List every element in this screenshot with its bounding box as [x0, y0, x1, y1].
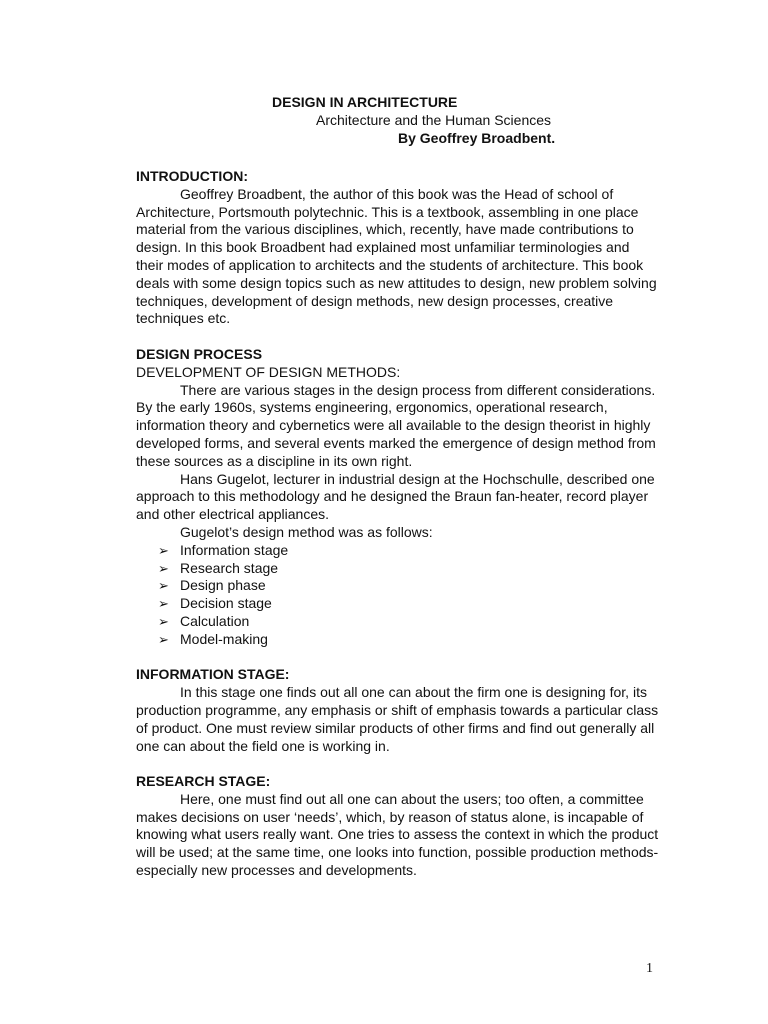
gugelot-paragraph: Hans Gugelot, lecturer in industrial design at the Hochschulle, described one approach to this methodology and he designed the Braun fan-heater, record player and other electrical appliances. [136, 470, 655, 523]
stage-label: Calculation [180, 612, 250, 629]
research-stage-paragraph: Here, one must find out all one can about the users; too often, a committee makes decisions on user ‘needs’, which, by reason of status alone, is incapable of knowing what users really want. One tries to assess the context in which the product will be used; at the same time, one looks into function, possible production methods- especially new processes and developments. [136, 790, 659, 879]
introduction-paragraph: Geoffrey Broadbent, the author of this book was the Head of school of Architecture, Portsmouth polytechnic. This is a textbook, assembling in one place material from the various disciplines, which, recently, have made contributions to design. In this book Broadbent had explained most unfamiliar terminologies and their modes of application to architects and the students of architecture. This book deals with some design topics such as new attitudes to design, new problem solving techniques, development of design methods, new design processes, creative techniques etc. [136, 185, 657, 327]
stage-label: Design phase [180, 577, 266, 594]
list-item [158, 577, 660, 595]
list-item [158, 542, 660, 560]
arrow-bullet-icon: ➢ [158, 560, 169, 576]
arrow-bullet-icon: ➢ [158, 578, 169, 594]
stage-label: Decision stage [180, 595, 272, 612]
stages-list [136, 542, 660, 649]
information-stage-section [136, 666, 660, 755]
gugelot-method-intro: Gugelot’s design method was as follows: [180, 523, 433, 540]
design-process-heading: DESIGN PROCESS [136, 345, 263, 362]
arrow-bullet-icon: ➢ [158, 631, 169, 647]
research-stage-section [136, 773, 660, 880]
title-block [0, 94, 768, 147]
arrow-bullet-icon: ➢ [158, 596, 169, 612]
stage-label: Model-making [180, 630, 268, 647]
arrow-bullet-icon: ➢ [158, 542, 169, 558]
list-item [158, 560, 660, 578]
list-item [158, 595, 660, 613]
design-process-section [136, 346, 660, 649]
document-subtitle: Architecture and the Human Sciences [316, 111, 552, 128]
document-body [136, 168, 660, 898]
information-stage-paragraph: In this stage one finds out all one can about the firm one is designing for, its production programme, any emphasis or shift of emphasis towards a particular class of product. One must review similar products of other firms and find out generally all one can about the field one is working in. [136, 684, 659, 754]
introduction-heading: INTRODUCTION: [136, 168, 248, 184]
list-item [158, 613, 660, 631]
stage-label: Research stage [180, 559, 279, 576]
page-number: 1 [646, 961, 653, 976]
information-stage-heading: INFORMATION STAGE: [136, 666, 290, 683]
stage-label: Information stage [180, 541, 289, 558]
design-process-paragraph: There are various stages in the design process from different considerations. By the early 1960s, systems engineering, ergonomics, operational research, information theory and cybernetics were all available to the design theorist in highly developed forms, and several events marked the emergence of design method from these sources as a discipline in its own right. [136, 381, 656, 469]
design-methods-subheading: DEVELOPMENT OF DESIGN METHODS: [136, 363, 401, 380]
introduction-section [136, 168, 660, 328]
document-title: DESIGN IN ARCHITECTURE [272, 94, 458, 110]
list-item [158, 631, 660, 649]
research-stage-heading: RESEARCH STAGE: [136, 773, 271, 790]
document-author: By Geoffrey Broadbent. [398, 129, 556, 146]
arrow-bullet-icon: ➢ [158, 613, 169, 629]
